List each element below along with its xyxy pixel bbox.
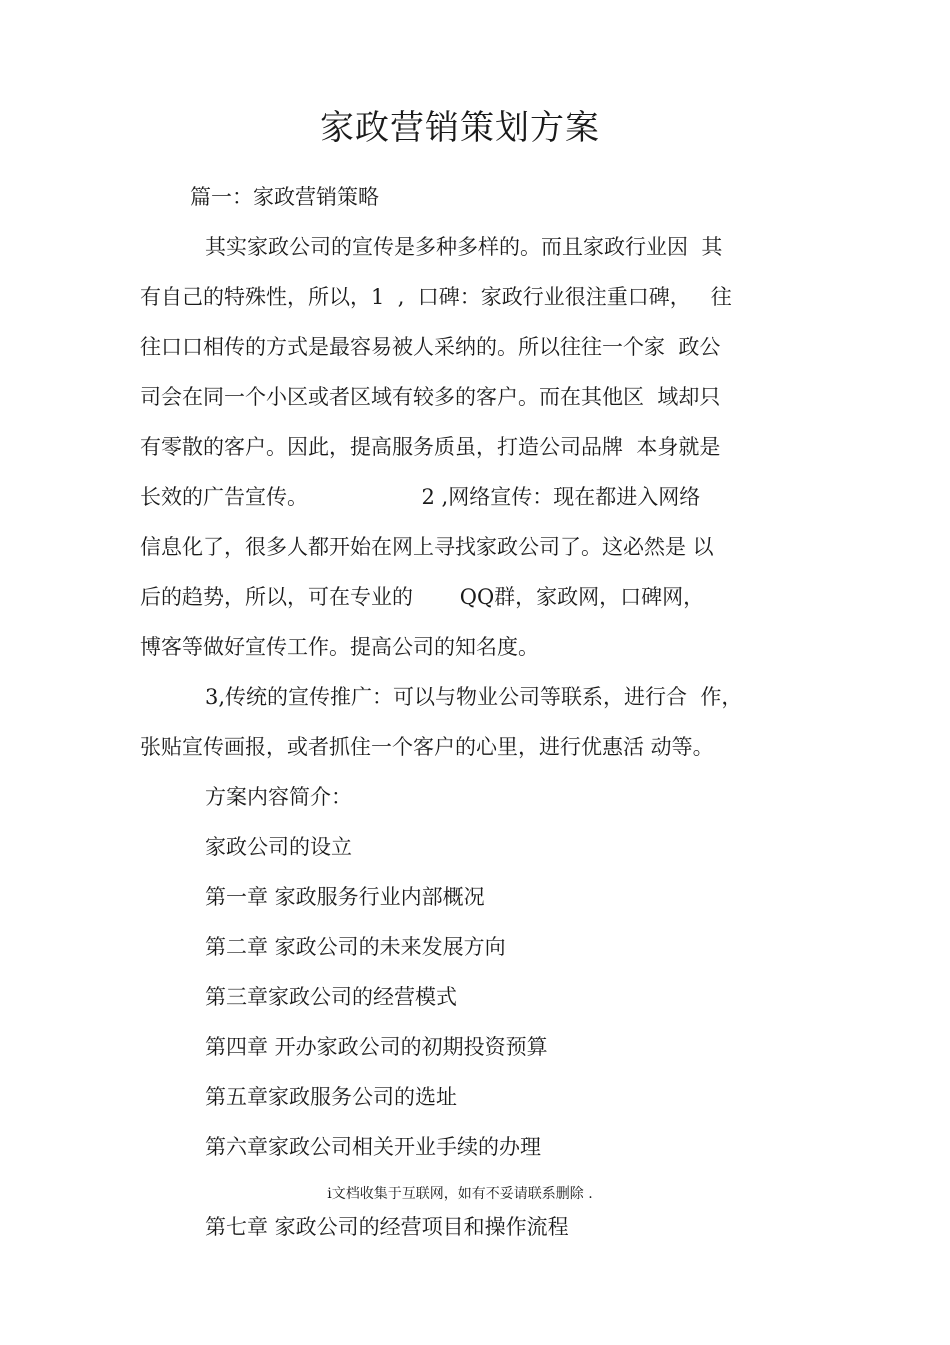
contents-item: 第三章家政公司的经营模式: [205, 985, 457, 1009]
contents-item: 第六章家政公司相关开业手续的办理: [205, 1135, 541, 1159]
section-heading: 篇一：家政营销策略: [190, 185, 379, 209]
paragraph-line: 博客等做好宣传工作。提高公司的知名度。: [140, 635, 539, 659]
paragraph-line: 后的趋势，所以，可在专业的 QQ群，家政网，口碑网，: [140, 585, 705, 609]
paragraph-line: 有自己的特殊性，所以，1 , 口碑：家政行业很注重口碑， 往: [140, 285, 732, 309]
paragraph-line: 司会在同一个小区或者区域有较多的客户。而在其他区 域却只: [140, 385, 721, 409]
contents-item: 第七章 家政公司的经营项目和操作流程: [205, 1215, 569, 1239]
contents-item: 第五章家政服务公司的选址: [205, 1085, 457, 1109]
paragraph-line: 其实家政公司的宣传是多种多样的。而且家政行业因 其: [205, 235, 723, 259]
paragraph-line: 信息化了，很多人都开始在网上寻找家政公司了。这必然是 以: [140, 535, 714, 559]
paragraph-line: 3,传统的宣传推广：可以与物业公司等联系，进行合 作，: [205, 685, 743, 709]
contents-item: 第二章 家政公司的未来发展方向: [205, 935, 506, 959]
footer-note: i文档收集于互联网，如有不妥请联系删除 .: [327, 1186, 593, 1202]
contents-item: 第四章 开办家政公司的初期投资预算: [205, 1035, 548, 1059]
paragraph-line: 张贴宣传画报，或者抓住一个客户的心里，进行优惠活 动等。: [140, 735, 714, 759]
page-title: 家政营销策划方案: [320, 108, 600, 148]
contents-item: 第一章 家政服务行业内部概况: [205, 885, 485, 909]
paragraph-line: 往口口相传的方式是最容易被人采纳的。所以往往一个家 政公: [140, 335, 721, 359]
contents-heading: 方案内容简介：: [205, 785, 352, 809]
contents-item: 家政公司的设立: [205, 835, 352, 859]
paragraph-line: 长效的广告宣传。 2 ,网络宣传：现在都进入网络: [140, 485, 701, 509]
paragraph-line: 有零散的客户。因此，提高服务质虽，打造公司品牌 本身就是: [140, 435, 721, 459]
